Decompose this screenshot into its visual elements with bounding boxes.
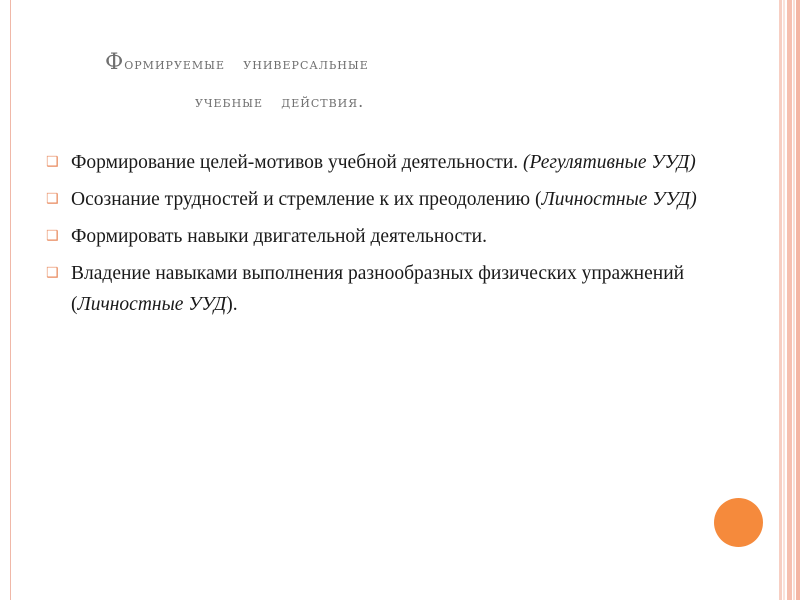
- list-item: [46, 221, 746, 252]
- square-bullet-icon: ❑: [46, 228, 59, 244]
- bullet-list: [46, 147, 746, 326]
- list-item: [46, 147, 746, 178]
- decor-stripe: [796, 0, 800, 600]
- list-item-text: Осознание трудностей и стремление к их преодолению (: [71, 189, 542, 210]
- list-item: [46, 258, 746, 320]
- orange-circle-decoration: [714, 498, 763, 547]
- list-item-text: Формировать навыки двигательной деятельности.: [71, 226, 487, 247]
- square-bullet-icon: ❑: [46, 265, 59, 281]
- list-item-italic: (Регулятивные УУД): [523, 152, 696, 173]
- square-bullet-icon: ❑: [46, 191, 59, 207]
- square-bullet-icon: ❑: [46, 154, 59, 170]
- decor-stripe: [793, 0, 795, 600]
- decor-stripe: [787, 0, 792, 600]
- list-item: [46, 184, 746, 215]
- slide-title: [105, 52, 625, 110]
- list-item-text: Формирование целей-мотивов учебной деятельности.: [71, 152, 519, 173]
- list-item-italic: Личностные УУД): [541, 189, 697, 210]
- list-item-italic: Личностные УУД: [77, 294, 227, 315]
- slide-title-line-1: Формируемые универсальные: [105, 50, 369, 75]
- list-item-text: Владение навыками выполнения разнообразных физических упражнений (: [71, 263, 685, 315]
- list-item-suffix: ).: [226, 294, 238, 315]
- decor-stripe: [783, 0, 785, 600]
- slide-title-line-2: учебные действия.: [195, 92, 365, 111]
- decor-stripe: [779, 0, 782, 600]
